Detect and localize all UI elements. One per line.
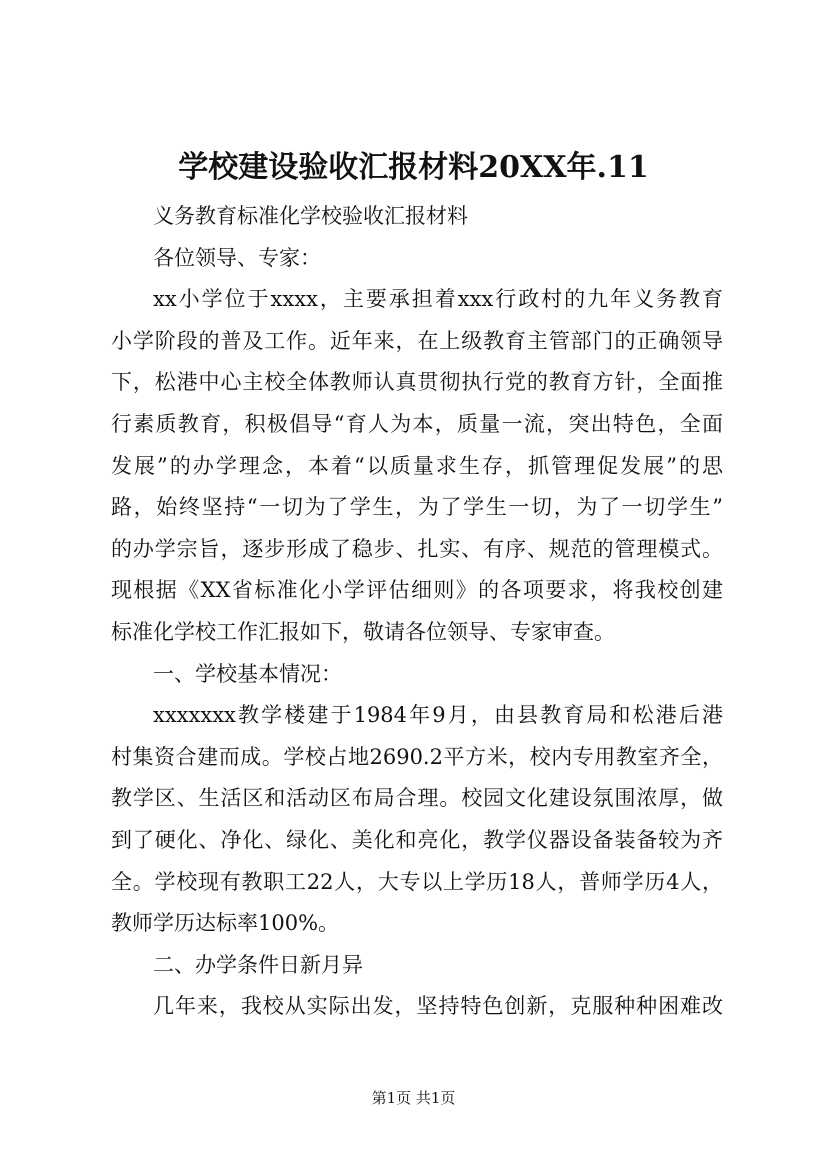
text-line: 路，始终坚持“一切为了学生，为了学生一切，为了一切学生”: [111, 495, 723, 520]
document-body: [111, 196, 723, 1028]
text-line: xx小学位于xxxx，主要承担着xxx行政村的九年义务教育: [153, 287, 723, 312]
text-line: 现根据《XX省标准化小学评估细则》的各项要求，将我校创建: [111, 578, 723, 603]
text-line: 教师学历达标率100%。: [111, 911, 340, 936]
text-line: 教学区、生活区和活动区布局合理。校园文化建设氛围浓厚，做: [111, 786, 723, 811]
text-line: 各位领导、专家：: [153, 245, 321, 270]
text-line: 全。学校现有教职工22人，大专以上学历18人，普师学历4人，: [111, 869, 723, 894]
text-line: 一、学校基本情况：: [153, 661, 342, 686]
text-line: 小学阶段的普及工作。近年来，在上级教育主管部门的正确领导: [111, 328, 723, 353]
text-line: 标准化学校工作汇报如下，敬请各位领导、专家审查。: [111, 619, 615, 644]
text-line: 发展”的办学理念，本着“以质量求生存，抓管理促发展”的思: [111, 453, 723, 478]
text-line: 的办学宗旨，逐步形成了稳步、扎实、有序、规范的管理模式。: [111, 536, 723, 561]
text-line: xxxxxxx教学楼建于1984年9月，由县教育局和松港后港: [153, 703, 723, 728]
text-line: 二、办学条件日新月异: [153, 952, 363, 977]
page-footer: 第1页 共1页: [371, 1089, 456, 1107]
text-line: 几年来，我校从实际出发，坚持特色创新，克服种种困难改: [153, 994, 723, 1019]
text-line: 村集资合建而成。学校占地2690.2平方米，校内专用教室齐全，: [111, 744, 723, 769]
text-line: 下，松港中心主校全体教师认真贯彻执行党的教育方针，全面推: [111, 370, 723, 395]
text-line: 到了硬化、净化、绿化、美化和亮化，教学仪器设备装备较为齐: [111, 827, 723, 852]
text-line: 义务教育标准化学校验收汇报材料: [153, 204, 468, 228]
text-line: 行素质教育，积极倡导“育人为本，质量一流，突出特色，全面: [111, 411, 723, 436]
document-title: 学校建设验收汇报材料20XX年.11: [178, 150, 649, 185]
